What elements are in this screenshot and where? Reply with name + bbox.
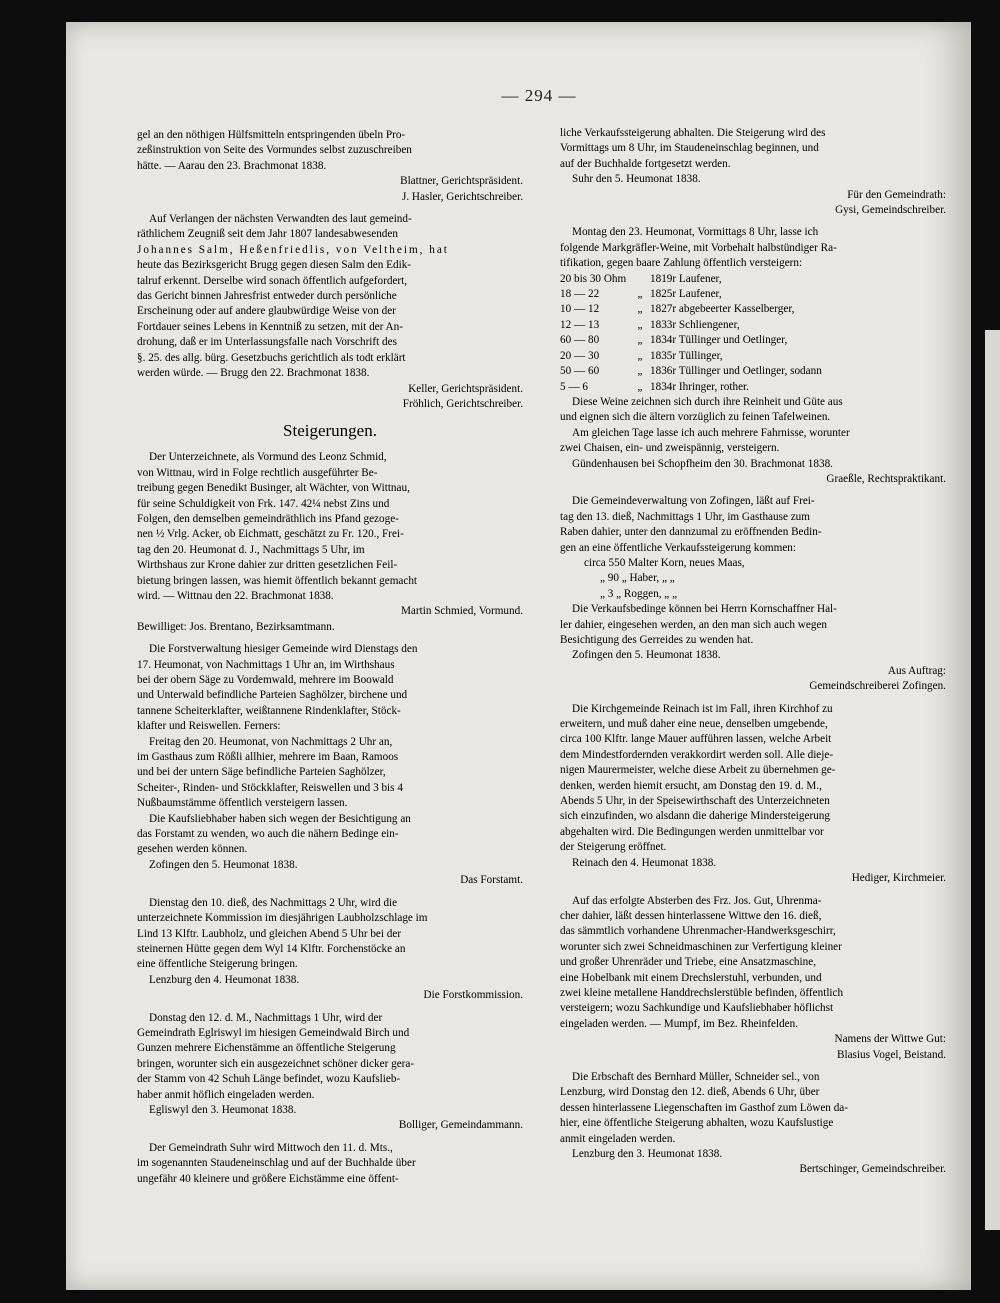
text-line: treibung gegen Benedikt Businger, alt Wächter, von Wittnau, (137, 482, 410, 495)
text-line: tag den 13. dieß, Nachmittags 1 Uhr, im Gasthause zum (560, 510, 810, 523)
text-line: zwei Chaisen, ein- und zweispännig, versteigern. (560, 442, 780, 455)
wine-amount: 50 — 60 (560, 365, 600, 378)
text-line: räthlichem Zeugniß seit dem Jahr 1807 landesabwesenden (137, 228, 398, 241)
page-number: — 294 — (501, 86, 577, 105)
wine-mark: „ (637, 349, 643, 362)
text-line: anmit eingeladen werden. (560, 1132, 676, 1145)
text-line: nigen Maurermeister, welche diese Arbeit zu übernehmen ge- (560, 764, 836, 777)
wine-mark: „ (637, 380, 643, 393)
text-line: Freitag den 20. Heumonat, von Nachmittags 2 Uhr an, (149, 735, 393, 748)
text-line: worunter sich zwei Schneidmaschinen zur Verfertigung kleiner (560, 940, 842, 953)
text-line: Am gleichen Tage lasse ich auch mehrere Fahrnisse, worunter (572, 426, 850, 439)
signature: J. Hasler, Gerichtschreiber. (401, 190, 523, 203)
wine-amount: 60 — 80 (560, 334, 600, 347)
signature: Graeßle, Rechtspraktikant. (826, 472, 946, 485)
notice-wittnau (137, 450, 523, 635)
text-line: Die Forstverwaltung hiesiger Gemeinde wird Dienstags den (149, 643, 418, 656)
text-line: Nußbaumstämme öffentlich versteigern lassen. (137, 797, 348, 810)
list-item: „ 90 „ Haber, „ „ (600, 572, 675, 585)
text-line: Diese Weine zeichnen sich durch ihre Reinheit und Güte aus (572, 395, 843, 408)
text-line: §. 25. des allg. bürg. Gesetzbuchs gerichtlich als todt erklärt (137, 351, 406, 364)
wine-desc: 1835r Tüllinger, (650, 349, 723, 362)
text-line: wird. — Wittnau den 22. Brachmonat 1838. (137, 589, 334, 602)
text-line: liche Verkaufssteigerung abhalten. Die Steigerung wird des (560, 127, 826, 139)
text-line: das sämmtlich vorhandene Uhrenmacher-Handwerksgeschirr, (560, 925, 836, 938)
text-line: dem Mindestfordernden verakkordirt werden soll. Alle dieje- (560, 748, 834, 761)
text-line: Wirthshaus zur Krone dahier zur dritten gesetzlichen Feil- (137, 559, 398, 572)
notice-suhr (137, 1141, 523, 1187)
text-line: für seine Schuldigkeit von Frk. 147. 42¼ nebst Zins und (137, 497, 390, 510)
section-heading: Steigerungen. (283, 421, 377, 441)
signature: Namens der Wittwe Gut: (834, 1033, 946, 1046)
text-line: Der Unterzeichnete, als Vormund des Leonz Schmid, (149, 451, 387, 464)
wine-amount: 10 — 12 (560, 303, 600, 316)
text-line: und eignen sich die ältern vorzüglich zu feinen Tafelweinen. (560, 411, 831, 424)
notice-reinach (560, 702, 946, 887)
text-line: Johannes Salm, Heßenfriedlis, von Veltheim, hat (137, 243, 449, 256)
text-line: heute das Bezirksgericht Brugg gegen diesen Salm den Edik- (137, 259, 412, 272)
text-line: eine öffentliche Steigerung bringen. (137, 958, 298, 971)
signature: Für den Gemeindrath: (847, 188, 946, 201)
text-line: Die Kirchgemeinde Reinach ist im Fall, ihren Kirchhof zu (572, 702, 833, 715)
text-line: von Wittnau, wird in Folge rechtlich ausgeführter Be- (137, 466, 378, 479)
text-line: tag den 20. Heumonat d. J., Nachmittags 5 Uhr, im (137, 543, 365, 556)
wine-amount: 20 bis 30 Ohm (560, 272, 627, 285)
text-line: Auf Verlangen der nächsten Verwandten des laut gemeind- (149, 213, 412, 226)
left-column (137, 128, 523, 1187)
signature: Bertschinger, Gemeindschreiber. (799, 1163, 946, 1176)
signature: Die Forstkommission. (423, 989, 523, 1002)
text-line: Vormittags um 8 Uhr, im Staudeneinschlag beginnen, und (560, 142, 819, 155)
wine-desc: 1827r abgebeerter Kasselberger, (650, 303, 795, 316)
text-line: drohung, daß er im Unterlassungsfalle nach Vorschrift des (137, 336, 397, 349)
text-line: bringen, worunter sich ein ausgezeichnet schöner dicker gera- (137, 1057, 415, 1070)
wine-row (560, 272, 946, 287)
text-line: cher dahier, läßt dessen hinterlassene Wittwe den 16. dieß, (560, 909, 822, 922)
notice-zofingen-korn (560, 494, 946, 694)
text-line: das Forstamt zu wenden, wo auch die nähern Bedinge ein- (137, 828, 399, 841)
wine-list (560, 272, 946, 395)
wine-desc: 1819r Laufener, (650, 272, 722, 285)
text-line: bietung bringen lassen, was hiemit öffentlich bekannt gemacht (137, 574, 418, 587)
wine-desc: 1836r Tüllinger und Oetlinger, sodann (650, 365, 822, 378)
signature: Keller, Gerichtspräsident. (408, 382, 523, 395)
text-line: talruf erkennt. Derselbe wird sonach öffentlich aufgefordert, (137, 274, 408, 287)
text-line: Die Verkaufsbedinge können bei Herrn Kornschaffner Hal- (572, 603, 837, 616)
text-line: und Unterwald befindliche Parteien Saghölzer, birchene und (137, 689, 408, 702)
text-line: hier, eine öffentliche Steigerung abhalten, wozu Kaufslustige (560, 1117, 834, 1130)
text-line: nen ½ Vrlg. Acker, ob Eichmatt, geschätzt zu Fr. 120., Frei- (137, 528, 404, 541)
date-line: Reinach den 4. Heumonat 1838. (572, 856, 717, 869)
text-line: Folgen, den demselben gemeindräthlich ins Pfand gezoge- (137, 512, 399, 525)
signature: Bolliger, Gemeindammann. (398, 1119, 523, 1132)
date-line: Egliswyl den 3. Heumonat 1838. (149, 1103, 297, 1116)
text-line: denken, werden hiemit ersucht, am Donstag den 19. d. M., (560, 779, 822, 792)
wine-row (560, 302, 946, 317)
date-line: Lenzburg den 4. Heumonat 1838. (149, 973, 300, 986)
text-line: das Gericht binnen Jahresfrist entweder durch persönliche (137, 290, 397, 303)
wine-mark: „ (637, 288, 643, 301)
text-line: im Gasthaus zum Rößli allhier, mehrere im Baan, Ramoos (137, 751, 399, 764)
wine-row (560, 380, 946, 395)
text-line: der Stamm von 42 Schuh Länge befindet, wozu Kaufslieb- (137, 1073, 401, 1086)
notice-markgraefler-weine (560, 225, 946, 487)
text-line: steinernen Hütte gegen dem Wyl 14 Klftr. Forchenstöcke an (137, 942, 406, 955)
signature: Blasius Vogel, Beistand. (837, 1048, 946, 1061)
notice-egliswyl (137, 1011, 523, 1134)
text-line: sich einzufinden, wo alsdann die daherige Mindersteigerung (560, 810, 830, 823)
text-line: Scheiter-, Rinden- und Stöckklafter, Reiswellen und 3 bis 4 (137, 781, 403, 794)
wine-row (560, 364, 946, 379)
text-line: eine Hobelbank mit einem Drechslerstuhl, verbunden, und (560, 971, 822, 984)
wine-row (560, 349, 946, 364)
text-line: bei der obern Säge zu Vordemwald, mehrere im Boowald (137, 674, 394, 686)
text-line: gesehen werden können. (137, 843, 248, 856)
date-line: Zofingen den 5. Heumonat 1838. (149, 858, 298, 871)
wine-mark: „ (637, 334, 643, 347)
text-line: dessen hinterlassene Liegenschaften im Gasthof zum Löwen da- (560, 1101, 848, 1114)
text-line: gel an den nöthigen Hülfsmitteln entspringenden übeln Pro- (137, 129, 406, 141)
text-line: Abends 5 Uhr, in der Speisewirthschaft des Unterzeichneten (560, 795, 830, 808)
notice-aarau (137, 128, 523, 205)
next-page-edge (985, 330, 1000, 1230)
signature: Blattner, Gerichtspräsident. (400, 175, 523, 188)
text-line: der Steigerung eröffnet. (560, 841, 667, 854)
wine-desc: 1834r Ihringer, rother. (650, 380, 749, 393)
text-line: tannene Scheiterklafter, weißtannene Rindenklafter, Stöck- (137, 704, 401, 717)
text-line: versteigern; wozu Sachkundige und Kaufsliebhaber höflichst (560, 1002, 834, 1015)
text-line: Raben dahier, unter den dannzumal zu eröffnenden Bedin- (560, 526, 822, 539)
text-line: Gemeindrath Eglriswyl im hiesigen Gemeindwald Birch und (137, 1026, 410, 1039)
text-line: Dienstag den 10. dieß, des Nachmittags 2 Uhr, wird die (149, 896, 398, 909)
text-line: Lind 13 Klftr. Laubholz, und gleichen Abend 5 Uhr bei der (137, 927, 402, 940)
text-line: erweitern, und muß daher eine neue, denselben umgebende, (560, 718, 828, 731)
signature: Martin Schmied, Vormund. (400, 605, 523, 618)
text-line: Erscheinung oder auf andere glaubwürdige Weise von der (137, 305, 396, 318)
text-line: 17. Heumonat, von Nachmittags 1 Uhr an, im Wirthshaus (137, 658, 395, 671)
wine-amount: 5 — 6 (560, 380, 588, 393)
text-line: Besichtigung des Gerreides zu wenden hat. (560, 634, 754, 646)
notice-mumpf (560, 894, 946, 1063)
text-line: Die Erbschaft des Bernhard Müller, Schneider sel., von (572, 1070, 820, 1083)
list-item: circa 550 Malter Korn, neues Maas, (584, 556, 745, 569)
wine-row (560, 318, 946, 333)
signature: Gemeindschreiberei Zofingen. (809, 680, 946, 693)
text-line: Donstag den 12. d. M., Nachmittags 1 Uhr, wird der (149, 1011, 383, 1024)
text-line: haber anmit höflich eingeladen werden. (137, 1088, 315, 1101)
text-line: Lenzburg, wird Donstag den 12. dieß, Abends 6 Uhr, über (560, 1086, 820, 1099)
wine-amount: 20 — 30 (560, 349, 600, 362)
text-line: Auf das erfolgte Absterben des Frz. Jos. Gut, Uhrenma- (572, 894, 822, 907)
text-line: zwei kleine metallene Handdrechslerstüble befinden, öffentlich (560, 986, 844, 999)
text-line: Der Gemeindrath Suhr wird Mittwoch den 11. d. Mts., (149, 1141, 393, 1154)
text-line: zeßinstruktion von Seite des Vormundes selbst zuzuschreiben (137, 144, 412, 157)
notice-suhr-cont (560, 126, 946, 218)
date-line: Zofingen den 5. Heumonat 1838. (572, 649, 721, 662)
wine-amount: 12 — 13 (560, 318, 600, 331)
text-line: Gunzen mehrere Eichenstämme an öffentliche Steigerung (137, 1042, 396, 1055)
text-line: unterzeichnete Kommission im diesjährigen Laubholzschlage im (137, 912, 428, 925)
signature: Aus Auftrag: (887, 664, 946, 677)
text-line: Die Kaufsliebhaber haben sich wegen der Besichtigung an (149, 812, 411, 825)
wine-amount: 18 — 22 (560, 288, 600, 301)
signature: Bewilliget: Jos. Brentano, Bezirksamtmann. (137, 620, 335, 633)
wine-row (560, 333, 946, 348)
text-line: und großer Uhrenräder und Triebe, eine Ansatzmaschine, (560, 956, 816, 969)
text-line: ungefähr 40 kleinere und größere Eichstämme eine öffent- (137, 1172, 399, 1185)
signature: Fröhlich, Gerichtschreiber. (402, 397, 523, 410)
wine-desc: 1834r Tüllinger und Oetlinger, (650, 334, 788, 347)
signature: Gysi, Gemeindschreiber. (835, 204, 946, 217)
wine-desc: 1833r Schliengener, (650, 318, 740, 331)
notice-lenzburg-erbschaft (560, 1070, 946, 1178)
date-line: Suhr den 5. Heumonat 1838. (572, 173, 701, 186)
list-item: „ 3 „ Roggen, „ „ (600, 587, 678, 600)
wine-row (560, 287, 946, 302)
text-line: circa 100 Klftr. lange Mauer aufführen lassen, welche Arbeit (560, 733, 832, 746)
text-line: eingeladen werden. — Mumpf, im Bez. Rheinfelden. (560, 1017, 798, 1030)
text-line: gen an eine öffentliche Verkaufssteigerung kommen: (560, 541, 797, 554)
notice-forstverwaltung (137, 642, 523, 889)
wine-desc: 1825r Laufener, (650, 288, 722, 301)
text-line: ler dahier, eingesehen werden, an den man sich auch wegen (560, 618, 828, 631)
wine-mark: „ (637, 318, 643, 331)
date-line: Gündenhausen bei Schopfheim den 30. Brachmonat 1838. (572, 457, 833, 470)
text-line: hätte. — Aarau den 23. Brachmonat 1838. (137, 159, 327, 172)
notice-brugg-ediktalruf (137, 212, 523, 412)
date-line: Lenzburg den 3. Heumonat 1838. (572, 1148, 723, 1160)
text-line: folgende Markgräfler-Weine, mit Vorbehalt halbstündiger Ra- (560, 241, 837, 254)
wine-mark (630, 272, 650, 287)
text-line: klafter und Reiswellen. Ferners: (137, 720, 281, 733)
text-line: und bei der untern Säge befindliche Parteien Saghölzer, (137, 766, 386, 779)
wine-mark: „ (637, 365, 643, 378)
signature: Hediger, Kirchmeier. (851, 872, 946, 885)
text-line: auf der Buchhalde fortgesetzt werden. (560, 157, 731, 170)
text-line: werden würde. — Brugg den 22. Brachmonat 1838. (137, 367, 370, 380)
text-line: Die Gemeindeverwaltung von Zofingen, läßt auf Frei- (572, 495, 815, 508)
signature: Das Forstamt. (460, 874, 523, 887)
wine-mark: „ (637, 303, 643, 316)
text-line: tifikation, gegen baare Zahlung öffentlich versteigern: (560, 257, 803, 270)
text-line: abgehalten wird. Die Bedingungen werden unmittelbar vor (560, 825, 824, 838)
right-column (560, 126, 946, 1178)
text-line: im sogenannten Staudeneinschlag und auf der Buchhalde über (137, 1157, 416, 1170)
text-line: Montag den 23. Heumonat, Vormittags 8 Uhr, lasse ich (572, 226, 819, 239)
text-line: Fortdauer seines Lebens in Kenntniß zu setzen, mit der An- (137, 320, 403, 333)
notice-forstkommission (137, 896, 523, 1004)
